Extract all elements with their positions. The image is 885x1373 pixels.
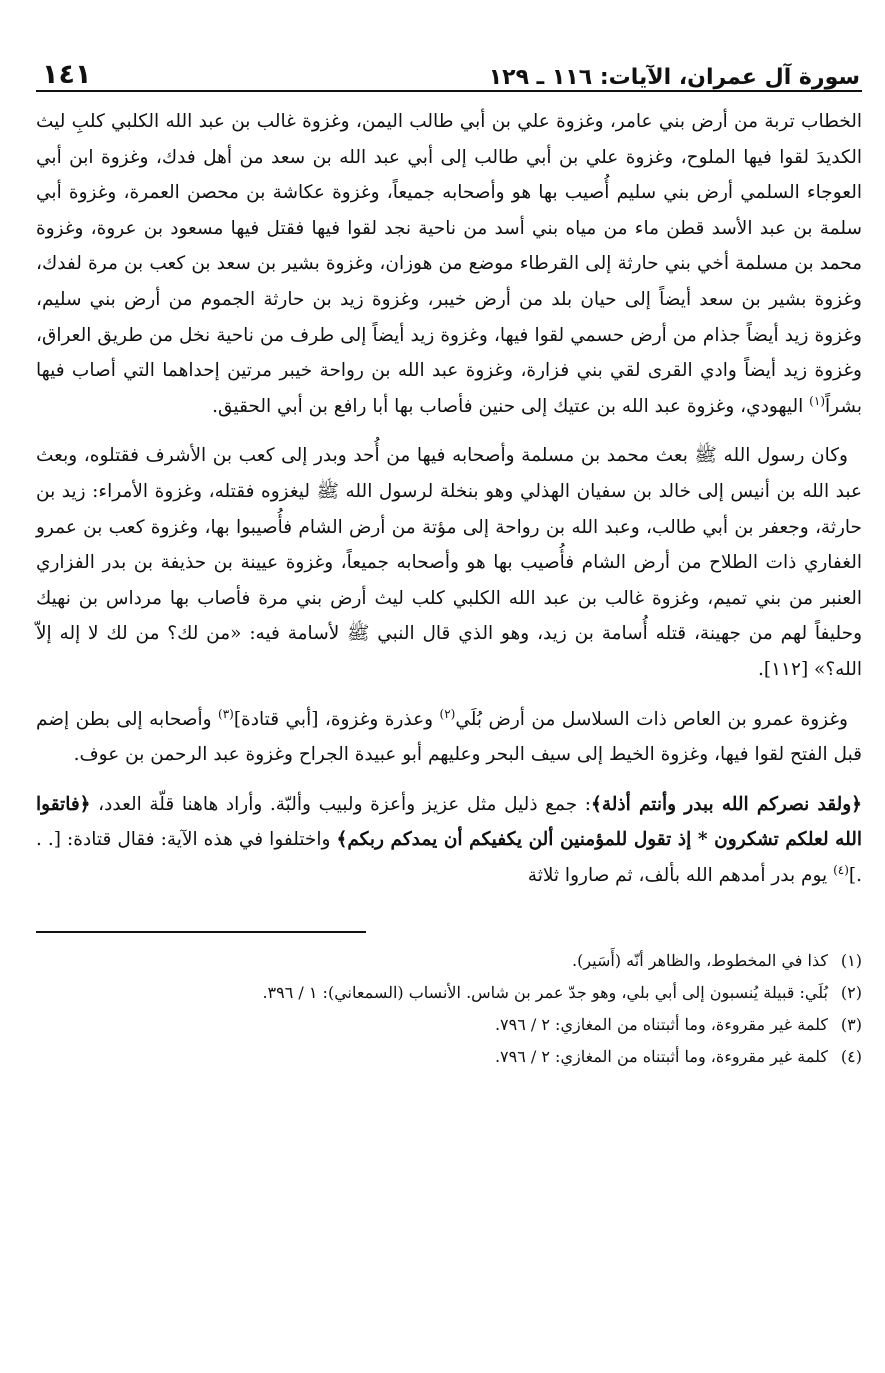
footnote — [36, 1041, 862, 1073]
paragraph-text: وكان رسول الله ﷺ بعث محمد بن مسلمة وأصحابه فيها من أُحد وبدر إلى كعب بن الأشرف فقتلوه، وبعث عبد الله بن أنيس إلى خالد بن سفيان الهذلي وهو بنخلة لرسول الله ﷺ ليغزوه فقتله، وغزوة الأمراء: زيد بن حارثة، وجعفر بن أبي طالب، وعبد الله بن رواحة إلى مؤتة من أرض الشام فأُصيبوا بها، وغزوة كعب بن عمرو الغفاري ذات الطلاح من أرض الشام فأُصيب بها هو وأصحابه جميعاً، وغزوة عيينة بن حذيفة بن بدر الفزاري العنبر من بني تميم، وغزوة غالب بن عبد الله الكلبي كلب ليث أرض بني مرة فأصاب بها مرداس بن نهيك وحليفاً لهم من جهينة، قتله أُسامة بن زيد، وهو الذي قال النبي ﷺ لأسامة فيه: «من لك؟ من لك لا إله إلاّ الله؟» [١١٢]. — [36, 445, 862, 680]
surah-title: سورة آل عمران، الآيات: ١١٦ ـ ١٢٩ — [488, 65, 860, 90]
paragraph-text: وغزوة عمرو بن العاص ذات السلاسل من أرض بُلَي — [455, 708, 848, 730]
paragraph-text: يوم بدر أمدهم الله بألف، ثم صاروا ثلاثة — [527, 864, 834, 886]
page-header — [36, 50, 862, 92]
footnote — [36, 1009, 862, 1041]
footnote-text: كذا في المخطوط، والظاهر أنّه (أَسَير). — [572, 951, 828, 971]
book-page — [36, 50, 862, 1073]
footnote-ref: (٤) — [833, 862, 849, 877]
footnote — [36, 945, 862, 977]
paragraph-4 — [36, 787, 862, 894]
footnotes — [36, 945, 862, 1073]
page-number: ١٤١ — [42, 59, 92, 90]
paragraph-3 — [36, 702, 862, 773]
main-text — [36, 104, 862, 893]
footnote-text: كلمة غير مقروءة، وما أثبتناه من المغازي: ٢ / ٧٩٦. — [494, 1015, 828, 1035]
footnote-text: كلمة غير مقروءة، وما أثبتناه من المغازي: ٢ / ٧٩٦. — [494, 1047, 828, 1067]
quran-verse: ﴿ولقد نصركم الله ببدر وأنتم أذلة﴾ — [591, 793, 862, 815]
paragraph-text: واختلفوا في هذه الآية: فقال قتادة: [. . .] — [36, 829, 862, 886]
quran-verse: ﴿فاتقوا الله لعلكم تشكرون * إذ تقول للمؤمنين ألن يكفيكم أن يمدكم ربكم﴾ — [36, 793, 862, 851]
footnote-number: (١) — [840, 951, 862, 971]
footnote — [36, 977, 862, 1009]
paragraph-1 — [36, 104, 862, 424]
paragraph-2 — [36, 438, 862, 687]
footnote-ref: (٣) — [218, 706, 234, 721]
paragraph-text: الخطاب تربة من أرض بني عامر، وغزوة علي بن أبي طالب اليمن، وغزوة غالب بن عبد الله الكلبي كلبِ ليث الكديدَ لقوا فيها الملوح، وغزوة علي بن أبي طالب إلى أبي عبد الله بن سعد من أهل فدك، وغزوة ابن أبي العوجاء السلمي أرض بني سليم أُصيب بها هو وأصحابه جميعاً، وغزوة عكاشة بن محصن العمرة، وغزوة أبي سلمة بن عبد الأسد قطن ماء من مياه بني أسد من ناحية نجد لقوا فيها فقتل فيها مسعود بن عروة، وغزوة محمد بن مسلمة أخي بني حارثة إلى القرطاء موضع من هوزان، وغزوة بشير بن سعد بن كعب بن مرة لفدك، وغزوة بشير بن سعد أيضاً إلى حيان بلد من أرض خيبر، وغزوة زيد بن حارثة الجموم من أرض بني سليم، وغزوة زيد أيضاً جذام من أرض حسمي لقوا فيها، وغزوة زيد أيضاً إلى طرف من ناحية نخل من طريق العراق، وغزوة زيد أيضاً وادي القرى لقي بني فزارة، وغزوة عبد الله بن رواحة خيبر مرتين إحداهما التي أصاب فيها بشراً — [36, 111, 862, 417]
footnote-ref: (١) — [809, 393, 825, 408]
paragraph-text: : جمع ذليل مثل عزيز وأعزة ولبيب وألبّة. وأراد هاهنا قلّة العدد، — [90, 793, 592, 815]
footnote-text: بُلَي: قبيلة يُنسبون إلى أبي بلي، وهو جدّ عمر بن شاس. الأنساب (السمعاني): ١ / ٣٩٦. — [262, 983, 828, 1003]
paragraph-text: اليهودي، وغزوة عبد الله بن عتيك إلى حنين فأصاب بها أبا رافع بن أبي الحقيق. — [212, 395, 810, 417]
footnote-ref: (٢) — [439, 706, 456, 721]
footnote-number: (٢) — [840, 983, 862, 1003]
footnote-divider — [36, 931, 366, 933]
paragraph-text: وأصحابه إلى بطن إضم قبل الفتح لقوا فيها، وغزوة الخيط إلى سيف البحر وعليهم أبو عبيدة الجراح وغزوة عبد الرحمن بن عوف. — [36, 708, 862, 766]
paragraph-text: وعذرة وغزوة، [أبي قتادة] — [233, 708, 440, 730]
footnote-number: (٤) — [840, 1047, 862, 1067]
footnote-number: (٣) — [840, 1015, 862, 1035]
